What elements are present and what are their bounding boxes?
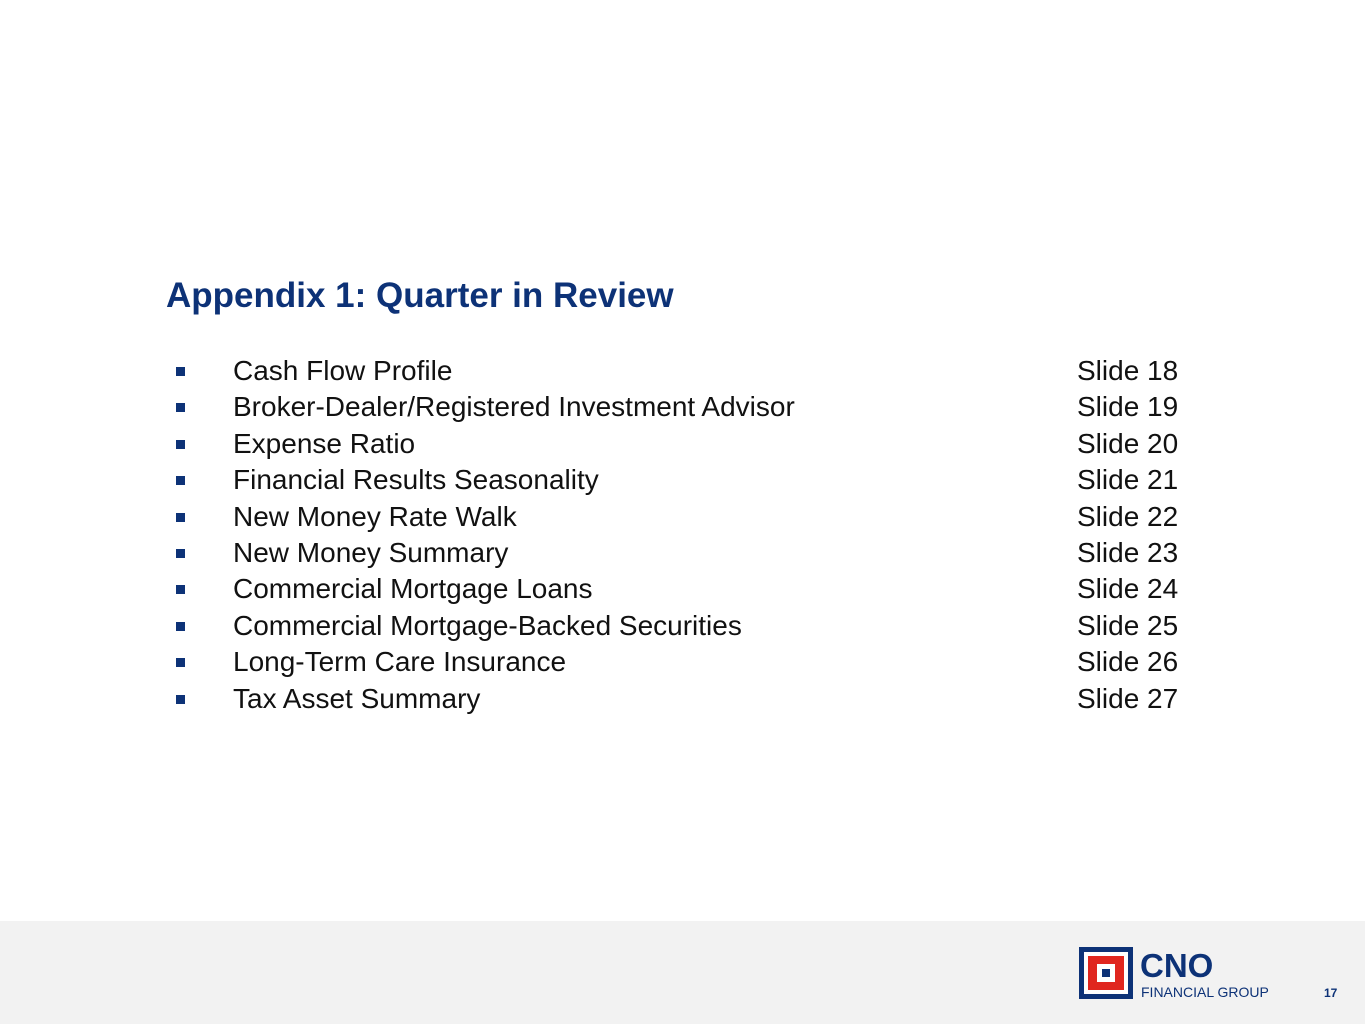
agenda-item [170,681,1200,717]
square-bullet-icon [176,695,185,704]
company-logo [1079,947,1299,1001]
square-bullet-icon [176,440,185,449]
agenda-item-slide-ref: Slide 24 [1077,573,1179,605]
square-bullet-icon [176,367,185,376]
square-bullet-icon [176,403,185,412]
agenda-item [170,644,1200,680]
square-bullet-icon [176,585,185,594]
agenda-item-slide-ref: Slide 26 [1077,646,1179,678]
agenda-item [170,608,1200,644]
agenda-item [170,426,1200,462]
agenda-item-slide-ref: Slide 27 [1077,682,1179,714]
agenda-item-label: New Money Rate Walk [233,500,517,532]
agenda-item-label: Long-Term Care Insurance [233,646,567,678]
agenda-list [170,353,1200,717]
agenda-item [170,571,1200,607]
agenda-item-slide-ref: Slide 22 [1077,500,1179,532]
agenda-item [170,353,1200,389]
square-bullet-icon [176,622,185,631]
page-number: 17 [1324,986,1338,1000]
agenda-item-label: Cash Flow Profile [233,355,453,386]
agenda-item [170,535,1200,571]
agenda-item-slide-ref: Slide 21 [1077,464,1179,496]
agenda-item [170,389,1200,425]
agenda-item [170,462,1200,498]
agenda-item-label: Commercial Mortgage-Backed Securities [233,609,742,641]
logo-wordmark: CNO [1140,947,1214,984]
agenda-item-slide-ref: Slide 25 [1077,609,1179,641]
slide-title: Appendix 1: Quarter in Review [166,276,674,315]
agenda-item-slide-ref: Slide 18 [1077,355,1179,386]
agenda-item-label: New Money Summary [233,536,509,568]
agenda-item-slide-ref: Slide 23 [1077,536,1179,568]
agenda-item-label: Financial Results Seasonality [233,464,599,496]
agenda-item [170,499,1200,535]
agenda-item-label: Commercial Mortgage Loans [233,573,593,605]
agenda-item-label: Expense Ratio [233,427,416,459]
cno-logo-icon [1079,947,1133,999]
square-bullet-icon [176,658,185,667]
square-bullet-icon [176,476,185,485]
agenda-item-label: Tax Asset Summary [233,682,481,714]
square-bullet-icon [176,549,185,558]
agenda-item-label: Broker-Dealer/Registered Investment Advisor [233,391,795,423]
agenda-item-slide-ref: Slide 20 [1077,427,1179,459]
agenda-item-slide-ref: Slide 19 [1077,391,1179,423]
logo-subtitle: FINANCIAL GROUP [1141,984,1269,1000]
square-bullet-icon [176,513,185,522]
